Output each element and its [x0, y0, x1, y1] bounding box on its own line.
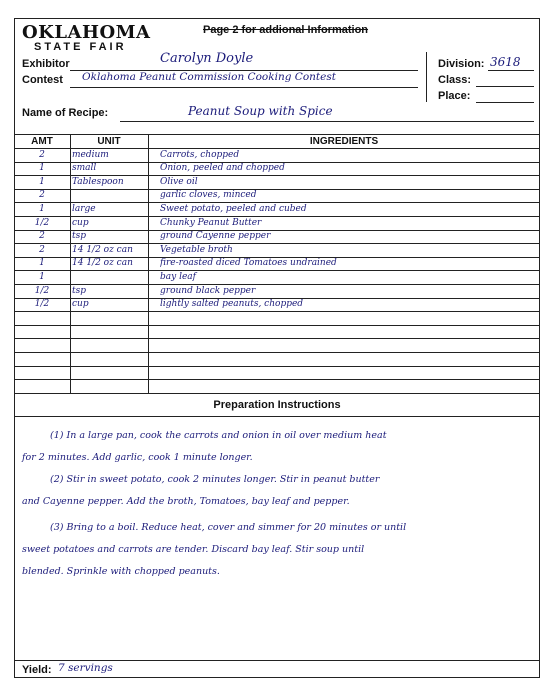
recipe-name-label: Name of Recipe: — [22, 107, 109, 119]
yield-label: Yield: — [22, 664, 52, 676]
table-row-ingredient-cell: ground Cayenne pepper — [160, 231, 271, 242]
table-row-border — [14, 311, 540, 312]
table-row-ingredient-cell: bay leaf — [160, 271, 196, 282]
recipe-name-line — [120, 121, 534, 122]
table-row-ingredient-cell: Carrots, chopped — [160, 149, 240, 160]
contest-line — [70, 87, 418, 88]
table-row-ingredient-cell: lightly salted peanuts, chopped — [160, 299, 304, 310]
division-label: Division: — [438, 58, 485, 70]
table-row-border — [14, 393, 540, 394]
column-header-amt: AMT — [31, 136, 53, 147]
table-row-amt-cell: 2 — [39, 190, 45, 201]
table-row-unit-cell: large — [72, 203, 96, 214]
table-row-amt-cell: 2 — [39, 149, 45, 160]
preparation-line: blended. Sprinkle with chopped peanuts. — [22, 566, 220, 577]
preparation-line: (2) Stir in sweet potato, cook 2 minutes longer. Stir in peanut butter — [50, 474, 380, 485]
table-row-amt-cell: 2 — [39, 231, 45, 242]
yield-value: 7 servings — [58, 662, 113, 674]
table-row-ingredient-cell: Onion, peeled and chopped — [160, 163, 285, 174]
table-row-unit-cell: 14 1/2 oz can — [72, 258, 133, 269]
preparation-line: sweet potatoes and carrots are tender. Discard bay leaf. Stir soup until — [22, 544, 365, 555]
table-row-unit-cell: cup — [72, 217, 89, 228]
table-row-unit-cell: cup — [72, 299, 89, 310]
preparation-line: (1) In a large pan, cook the carrots and onion in oil over medium heat — [50, 430, 387, 441]
table-row-unit-cell: medium — [72, 149, 109, 160]
class-label: Class: — [438, 74, 472, 86]
class-line — [476, 86, 534, 87]
table-row-amt-cell: 1 — [39, 163, 45, 174]
preparation-title: Preparation Instructions — [213, 399, 341, 411]
table-row-amt-cell: 1/2 — [34, 299, 50, 310]
yield-top-border — [14, 660, 540, 661]
division-box-divider — [426, 52, 427, 102]
table-row-border — [14, 338, 540, 339]
table-row-amt-cell: 1/2 — [34, 217, 50, 228]
table-row-amt-cell: 1 — [39, 176, 45, 187]
table-row-border — [14, 352, 540, 353]
contest-value: Oklahoma Peanut Commission Cooking Contest — [82, 71, 336, 83]
table-row-unit-cell: tsp — [72, 231, 86, 242]
preparation-title-border — [14, 416, 540, 417]
page-note: Page 2 for addional Information — [203, 24, 369, 36]
place-line — [476, 102, 534, 103]
table-row-border — [14, 366, 540, 367]
table-row-unit-cell: Tablespoon — [72, 176, 124, 187]
division-line — [488, 70, 534, 71]
table-row-ingredient-cell: Olive oil — [160, 176, 198, 187]
contest-label: Contest — [22, 74, 63, 86]
table-row-ingredient-cell: Vegetable broth — [160, 244, 233, 255]
table-row-amt-cell: 2 — [39, 244, 45, 255]
table-row-ingredient-cell: Sweet potato, peeled and cubed — [160, 203, 307, 214]
fair-logo-title: OKLAHOMA — [22, 22, 151, 43]
preparation-line: and Cayenne pepper. Add the broth, Tomatoes, bay leaf and pepper. — [22, 496, 350, 507]
table-top-border — [14, 134, 540, 135]
table-row-amt-cell: 1 — [39, 258, 45, 269]
recipe-name-value: Peanut Soup with Spice — [188, 104, 333, 118]
place-label: Place: — [438, 90, 471, 102]
table-row-amt-cell: 1 — [39, 203, 45, 214]
table-col-divider-amt — [70, 134, 71, 394]
division-value: 3618 — [490, 55, 521, 69]
column-header-unit: UNIT — [97, 136, 121, 147]
preparation-line: for 2 minutes. Add garlic, cook 1 minute longer. — [22, 452, 253, 463]
table-row-ingredient-cell: ground black pepper — [160, 285, 256, 296]
exhibitor-label: Exhibitor — [22, 58, 70, 70]
table-row-border — [14, 325, 540, 326]
exhibitor-value: Carolyn Doyle — [160, 51, 254, 66]
table-row-amt-cell: 1 — [39, 271, 45, 282]
table-row-ingredient-cell: garlic cloves, minced — [160, 190, 257, 201]
fair-logo-subtitle: STATE FAIR — [34, 41, 127, 53]
table-row-unit-cell: 14 1/2 oz can — [72, 244, 133, 255]
preparation-line: (3) Bring to a boil. Reduce heat, cover and simmer for 20 minutes or until — [50, 522, 407, 533]
table-row-unit-cell: tsp — [72, 285, 86, 296]
table-row-border — [14, 379, 540, 380]
table-col-divider-unit — [148, 134, 149, 394]
table-row-ingredient-cell: Chunky Peanut Butter — [160, 217, 262, 228]
table-row-ingredient-cell: fire-roasted diced Tomatoes undrained — [160, 258, 337, 269]
table-row-amt-cell: 1/2 — [34, 285, 50, 296]
column-header-ingredients: INGREDIENTS — [309, 136, 379, 147]
table-row-unit-cell: small — [72, 163, 97, 174]
